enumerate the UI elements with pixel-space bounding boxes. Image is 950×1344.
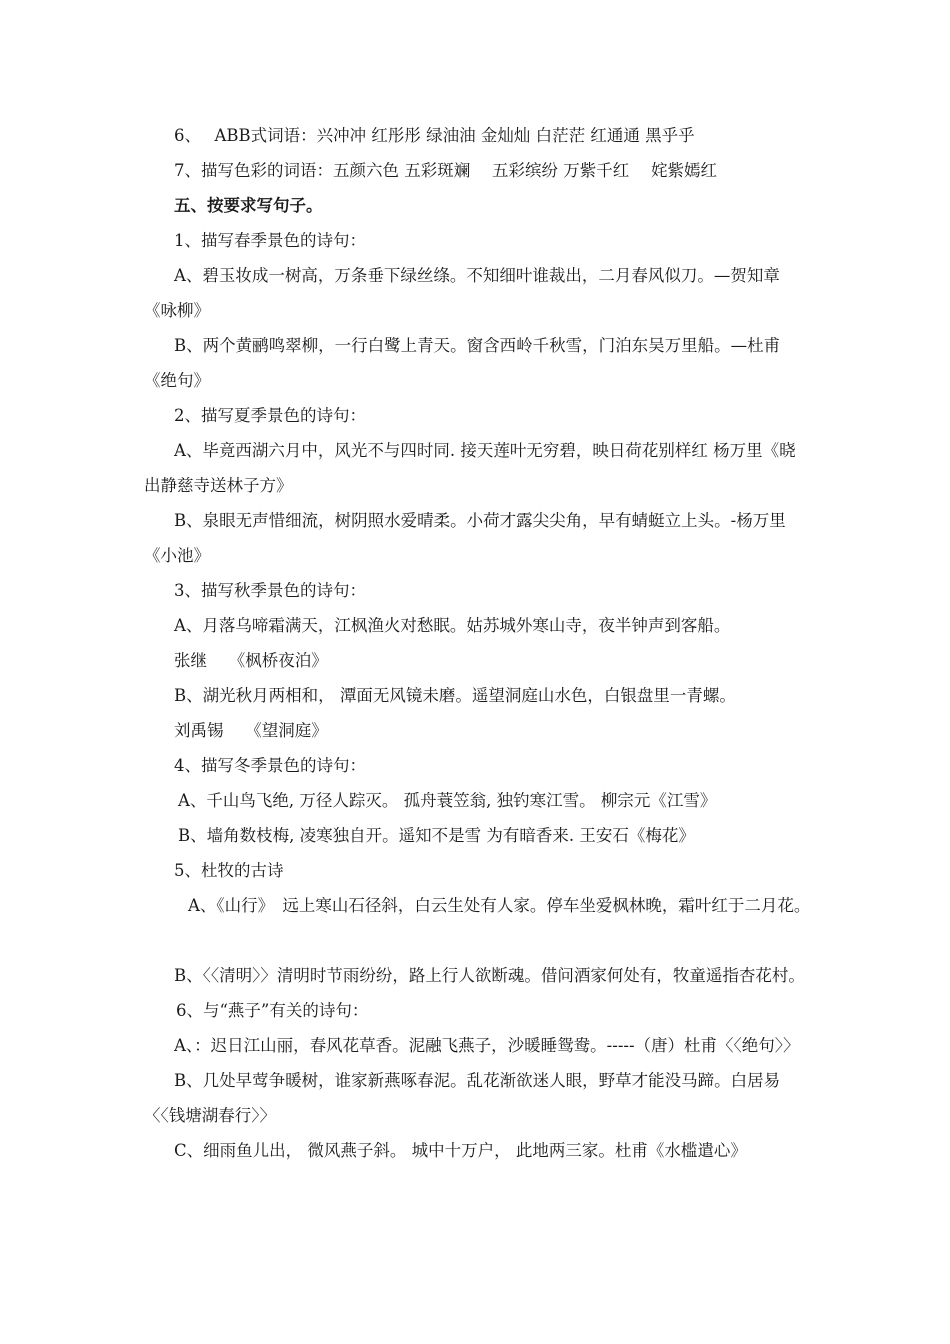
line-spring-a-title: 《咏柳》 [144, 301, 210, 320]
line-dumu-b: B、〈〈清明〉〉清明时节雨纷纷，路上行人欲断魂。借问酒家何处有，牧童遥指杏花村。 [174, 966, 805, 985]
line-abb-words: 6、 ABB式词语：兴冲冲 红彤彤 绿油油 金灿灿 白茫茫 红通通 黑乎乎 [174, 126, 695, 145]
line-autumn-a-author: 张继 《枫桥夜泊》 [174, 651, 328, 670]
line-winter-a: A、千山鸟飞绝, 万径人踪灭。 孤舟蓑笠翁, 独钓寒江雪。 柳宗元《江雪》 [178, 791, 717, 810]
line-summer-b: B、泉眼无声惜细流，树阴照水爱晴柔。小荷才露尖尖角，早有蜻蜓立上头。-杨万里 [174, 511, 786, 530]
line-autumn-a: A、月落乌啼霜满天，江枫渔火对愁眠。姑苏城外寒山寺，夜半钟声到客船。 [174, 616, 731, 635]
line-swallow-c: C、细雨鱼儿出， 微风燕子斜。 城中十万户， 此地两三家。杜甫《水槛遣心》 [174, 1141, 747, 1160]
line-swallow-b: B、几处早莺争暖树，谁家新燕啄春泥。乱花渐欲迷人眼，野草才能没马蹄。白居易 [174, 1071, 781, 1090]
subheading-spring: 1、描写春季景色的诗句： [174, 231, 366, 250]
subheading-winter: 4、描写冬季景色的诗句： [174, 756, 366, 775]
subheading-autumn: 3、描写秋季景色的诗句： [174, 581, 366, 600]
line-swallow-b-title: 〈〈钱塘湖春行〉〉 [144, 1106, 276, 1125]
line-spring-a: A、碧玉妆成一树高，万条垂下绿丝绦。不知细叶谁裁出，二月春风似刀。—贺知章 [174, 266, 780, 285]
section-heading-sentences: 五、按要求写句子。 [174, 196, 323, 215]
line-color-words: 7、描写色彩的词语：五颜六色 五彩斑斓 五彩缤纷 万紫千红 姹紫嫣红 [174, 161, 717, 180]
line-spring-b: B、两个黄鹂鸣翠柳，一行白鹭上青天。窗含西岭千秋雪，门泊东吴万里船。—杜甫 [174, 336, 781, 355]
line-swallow-a: A、：迟日江山丽，春风花草香。泥融飞燕子，沙暖睡鸳鸯。-----（唐）杜甫〈〈绝句〉〉 [174, 1036, 800, 1055]
subheading-dumu: 5、杜牧的古诗 [174, 861, 284, 880]
line-winter-b: B、墙角数枝梅, 凌寒独自开。遥知不是雪 为有暗香来. 王安石《梅花》 [178, 826, 695, 845]
line-spring-b-title: 《绝句》 [144, 371, 210, 390]
line-dumu-a: A、《山行》 远上寒山石径斜，白云生处有人家。停车坐爱枫林晚，霜叶红于二月花。 [188, 896, 811, 915]
line-autumn-b-author: 刘禹锡 《望洞庭》 [174, 721, 328, 740]
subheading-summer: 2、描写夏季景色的诗句： [174, 406, 366, 425]
line-summer-a: A、毕竟西湖六月中，风光不与四时同. 接天莲叶无穷碧，映日荷花别样红 杨万里《晓 [174, 441, 796, 460]
subheading-swallow: 6、与“燕子”有关的诗句： [176, 1001, 369, 1020]
line-summer-b-title: 《小池》 [144, 546, 210, 565]
line-summer-a-cont: 出静慈寺送林子方》 [144, 476, 293, 495]
line-autumn-b: B、湖光秋月两相和， 潭面无风镜未磨。遥望洞庭山水色，白银盘里一青螺。 [174, 686, 736, 705]
